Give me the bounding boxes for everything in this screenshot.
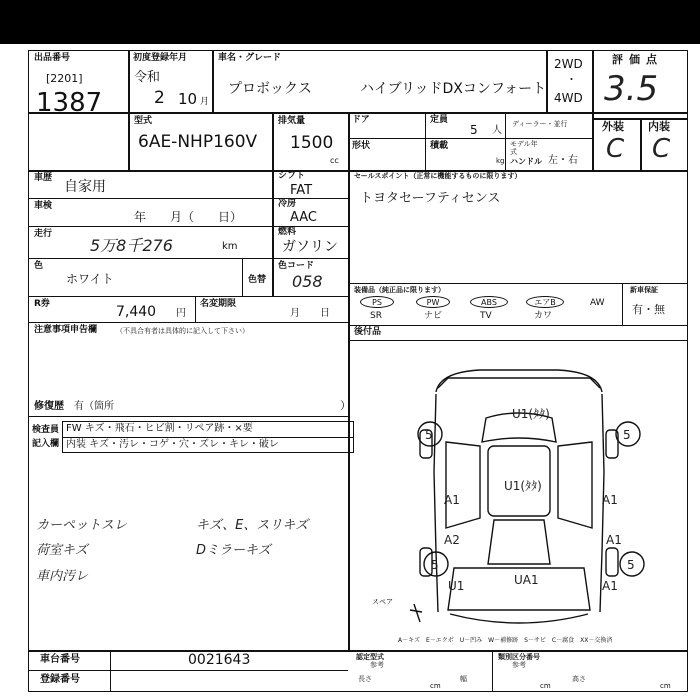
handle-value: 左・右 xyxy=(548,155,578,166)
length-unit: cm xyxy=(430,682,441,690)
displacement-value: 1500 xyxy=(290,133,334,153)
drive-dot: ・ xyxy=(566,73,577,86)
door-label: ドア xyxy=(352,115,370,125)
fuel-value: ガソリン xyxy=(282,239,338,255)
equip-tv: TV xyxy=(480,311,492,321)
inspector-row1: FW キズ・飛石・ヒビ割・リペア跡・×要 xyxy=(66,423,253,434)
code-5-rl: 5 xyxy=(431,558,439,572)
displacement-label: 排気量 xyxy=(278,116,306,126)
aftermarket-label: 後付品 xyxy=(354,327,382,337)
repair-value: 有（箇所 xyxy=(74,401,114,412)
ac-value: AAC xyxy=(290,210,317,225)
category-sub: 参考 xyxy=(512,661,526,669)
model-year-label: モデル年式 xyxy=(510,140,538,156)
shaken-value: 年 月（ 日） xyxy=(134,210,243,224)
code-a1-right-2: A1 xyxy=(606,533,622,547)
inspector-row2: 内装 キズ・汚レ・コゲ・穴・ズレ・キレ・破レ xyxy=(66,439,279,450)
equip-abs-badge: ABS xyxy=(470,296,508,308)
model-grade-label: 車名・グレード xyxy=(218,53,282,63)
capacity-unit: 人 xyxy=(492,125,502,136)
code-ua1-rear: UA1 xyxy=(514,573,539,587)
hw-note-right-1: キズ、E、スリキズ xyxy=(196,518,309,533)
dealer-label: ディーラー・並行 xyxy=(512,120,568,128)
capacity-value: 5 xyxy=(470,123,478,137)
color-change-label: 色替 xyxy=(248,275,267,285)
ac-label: 冷房 xyxy=(278,199,297,209)
equip-leather: カワ xyxy=(534,311,553,321)
height-label: 高さ xyxy=(572,675,586,683)
length-label: 長さ xyxy=(358,675,372,683)
equip-aw: AW xyxy=(590,298,605,308)
top-black-bar xyxy=(0,0,700,44)
notes-sub: （不具合有者は具体的に記入して下さい） xyxy=(116,327,249,335)
lot-sub: [2201] xyxy=(46,72,83,85)
era: 令和 xyxy=(134,70,161,85)
color-code-value: 058 xyxy=(292,272,323,291)
hw-note-right-2: Dミラーキズ xyxy=(196,543,271,558)
shift-label: シフト xyxy=(278,171,306,181)
exterior-label: 外装 xyxy=(602,120,624,133)
load-label: 積載 xyxy=(430,141,449,151)
lot-number: 1387 xyxy=(36,88,103,118)
history-value: 自家用 xyxy=(64,179,106,195)
reg-month: 10 xyxy=(178,90,198,108)
recycle-value: 7,440 xyxy=(116,304,157,320)
certified-sub: 参考 xyxy=(370,661,384,669)
code-u1-rear-left: U1 xyxy=(448,579,465,593)
category-label: 類別区分番号 xyxy=(498,653,540,661)
color-code-label: 色コード xyxy=(278,261,315,271)
color-label: 色 xyxy=(34,261,44,271)
equip-sr: SR xyxy=(370,311,382,321)
reg-month-unit: 月 xyxy=(200,97,210,107)
drive-2wd: 2WD xyxy=(554,57,583,71)
chassis-value: 0021643 xyxy=(188,652,251,668)
equip-ps-badge: PS xyxy=(360,296,394,308)
first-reg-label: 初度登録年月 xyxy=(133,53,188,63)
code-5-rr: 5 xyxy=(627,558,635,572)
lot-label: 出品番号 xyxy=(34,53,71,63)
grade: ハイブリッドDXコンフォート xyxy=(360,81,547,97)
reg-number-label: 登録番号 xyxy=(40,674,80,685)
damage-legend: A－キズ E－エクボ U－凹み W－補修跡 S－サビ C－腐食 XX－交換済 xyxy=(398,637,613,644)
hw-note-left-2: 荷室キズ xyxy=(36,543,88,558)
chassis-label: 車台番号 xyxy=(40,654,80,665)
code-a1-rear-right: A1 xyxy=(602,579,618,593)
interior-label: 内装 xyxy=(648,120,670,133)
certified-label: 認定型式 xyxy=(356,653,384,661)
code-5-fl: 5 xyxy=(425,428,433,442)
mileage-label: 走行 xyxy=(34,229,53,239)
code-u1-roof: U1(ﾀﾀ) xyxy=(504,479,542,493)
equipment-label: 装備品（純正品に限ります） xyxy=(354,286,445,294)
new-warranty-value: 有・無 xyxy=(632,303,665,316)
capacity-label: 定員 xyxy=(430,115,449,125)
repair-close: ） xyxy=(340,399,351,412)
meigi-value: 月 日 xyxy=(290,308,330,319)
height-unit: cm xyxy=(660,682,671,690)
width-label: 幅 xyxy=(460,675,467,683)
drive-4wd: 4WD xyxy=(554,91,583,105)
sales-point-value: トヨタセーフティセンス xyxy=(360,191,501,206)
score-value: 3.5 xyxy=(604,69,659,109)
code-5-fr: 5 xyxy=(623,428,631,442)
repair-label: 修復歴 xyxy=(34,401,64,412)
handle-label: ハンドル xyxy=(510,157,542,166)
spare-label: スペア xyxy=(372,598,393,606)
reg-year: 2 xyxy=(154,88,165,108)
color-value: ホワイト xyxy=(66,272,114,286)
inspector-label-bottom: 記入欄 xyxy=(32,439,60,449)
meigi-label: 名変期限 xyxy=(200,299,237,309)
load-unit: kg xyxy=(496,157,505,165)
hw-note-left-3: 車内汚レ xyxy=(36,569,89,584)
code-a1-left: A1 xyxy=(444,493,460,507)
shift-value: FAT xyxy=(290,183,313,198)
model-name: プロボックス xyxy=(228,81,312,97)
mileage-unit: km xyxy=(222,241,238,252)
hw-note-left-1: カーペットスレ xyxy=(36,518,127,533)
interior-grade: C xyxy=(652,134,671,164)
new-warranty-label: 新車保証 xyxy=(630,286,658,294)
type-code: 6AE-NHP160V xyxy=(138,132,258,152)
equip-pw-badge: PW xyxy=(416,296,450,308)
width-unit: cm xyxy=(540,682,551,690)
shaken-label: 車検 xyxy=(34,201,53,211)
code-a1-right: A1 xyxy=(602,493,618,507)
shape-label: 形状 xyxy=(352,141,371,151)
history-label: 車歴 xyxy=(34,173,53,183)
displacement-unit: cc xyxy=(330,156,339,165)
score-label: 評価点 xyxy=(612,53,663,66)
type-label: 型式 xyxy=(134,116,153,126)
code-a2-left: A2 xyxy=(444,533,460,547)
mileage-value: 5万8千276 xyxy=(90,236,173,255)
recycle-unit: 円 xyxy=(176,308,186,319)
recycle-label: R券 xyxy=(34,299,50,309)
fuel-label: 燃料 xyxy=(278,227,297,237)
notes-label: 注意事項申告欄 xyxy=(34,325,98,335)
sales-point-label: セールスポイント（正常に機能するものに限ります） xyxy=(354,172,522,180)
equip-airbag-badge: エアB xyxy=(526,296,564,308)
equip-navi: ナビ xyxy=(424,311,443,321)
exterior-grade: C xyxy=(606,134,625,164)
inspector-label-top: 検査員 xyxy=(32,425,60,435)
code-u1-top: U1(ﾀﾀ) xyxy=(512,407,550,421)
car-damage-diagram xyxy=(350,342,688,650)
